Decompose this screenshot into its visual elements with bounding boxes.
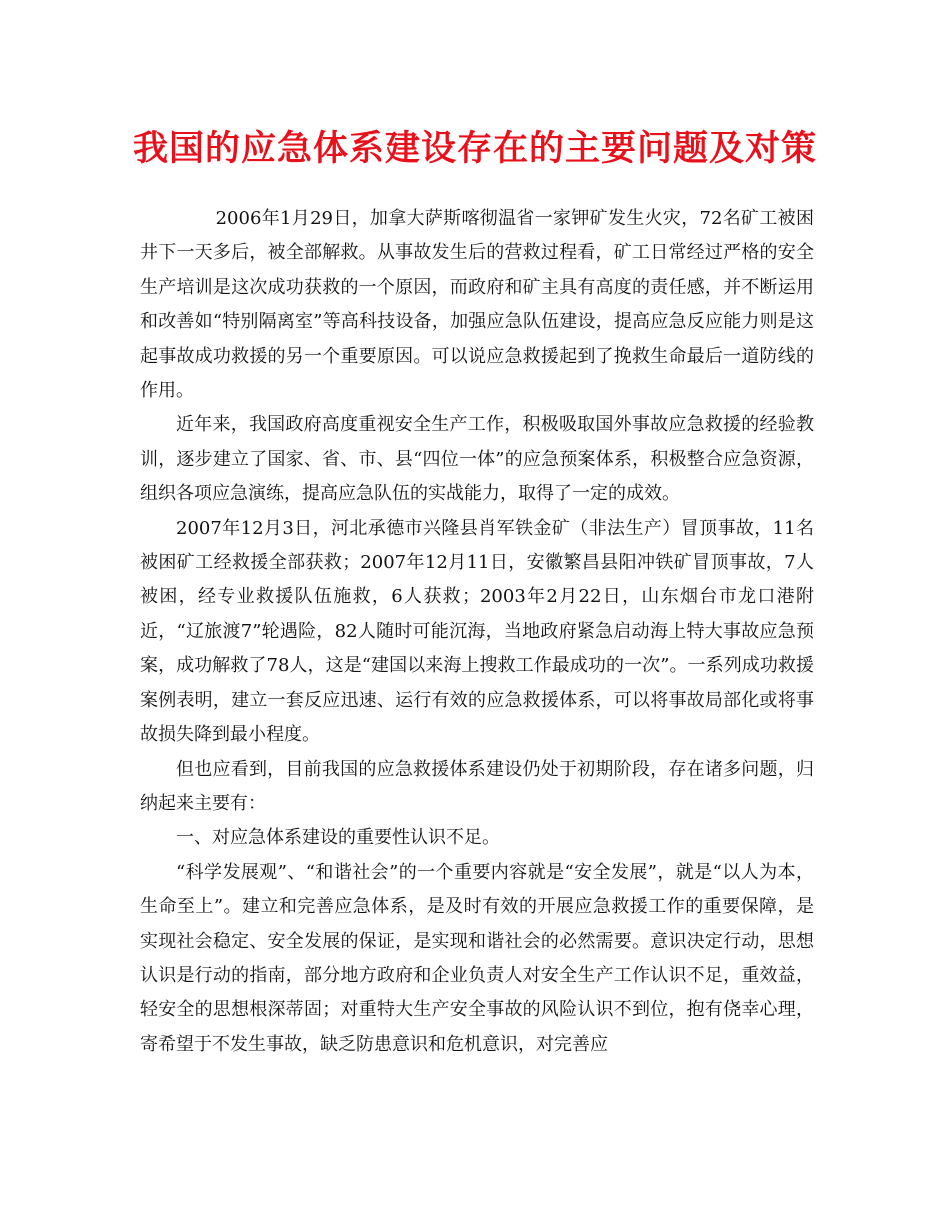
document-body <box>140 202 814 1062</box>
paragraph-4: 但也应看到，目前我国的应急救援体系建设仍处于初期阶段，存在诸多问题，归纳起来主要有： <box>140 758 814 814</box>
paragraph-2: 近年来，我国政府高度重视安全生产工作，积极吸取国外事故应急救援的经验教训，逐步建立了国家、省、市、县“四位一体”的应急预案体系，积极整合应急资源，组织各项应急演练，提高应急队伍的实战能力，取得了一定的成效。 <box>140 414 814 505</box>
paragraph-3: 2007年12月3日，河北承德市兴隆县肖军铁金矿（非法生产）冒顶事故，11名被困矿工经救援全部获救；2007年12月11日，安徽繁昌县阳冲铁矿冒顶事故，7人被困，经专业救援队伍施救，6人获救；2003年2月22日，山东烟台市龙口港附近，“辽旅渡7”轮遇险，82人随时可能沉海，当地政府紧急启动海上特大事故应急预案，成功解救了78人，这是“建国以来海上搜救工作最成功的一次”。一系列成功救援案例表明，建立一套反应迅速、运行有效的应急救援体系，可以将事故局部化或将事故损失降到最小程度。 <box>140 517 814 746</box>
paragraph-1: 2006年1月29日，加拿大萨斯喀彻温省一家钾矿发生火灾，72名矿工被困井下一天多后，被全部解救。从事故发生后的营救过程看，矿工日常经过严格的安全生产培训是这次成功获救的一个原因，而政府和矿主具有高度的责任感，并不断运用和改善如“特别隔离室”等高科技设备，加强应急队伍建设，提高应急反应能力则是这起事故成功救援的另一个重要原因。可以说应急救援起到了挽救生命最后一道防线的作用。 <box>140 208 814 402</box>
paragraph-5: “科学发展观”、“和谐社会”的一个重要内容就是“安全发展”，就是“以人为本，生命至上”。建立和完善应急体系，是及时有效的开展应急救援工作的重要保障，是实现社会稳定、安全发展的保证，是实现和谐社会的必然需要。意识决定行动，思想认识是行动的指南，部分地方政府和企业负责人对安全生产工作认识不足，重效益，轻安全的思想根深蒂固；对重特大生产安全事故的风险认识不到位，抱有侥幸心理，寄希望于不发生事故，缺乏防患意识和危机意识，对完善应 <box>140 861 814 1055</box>
document-title: 我国的应急体系建设存在的主要问题及对策 <box>132 128 817 169</box>
section-heading-1: 一、对应急体系建设的重要性认识不足。 <box>176 827 500 849</box>
